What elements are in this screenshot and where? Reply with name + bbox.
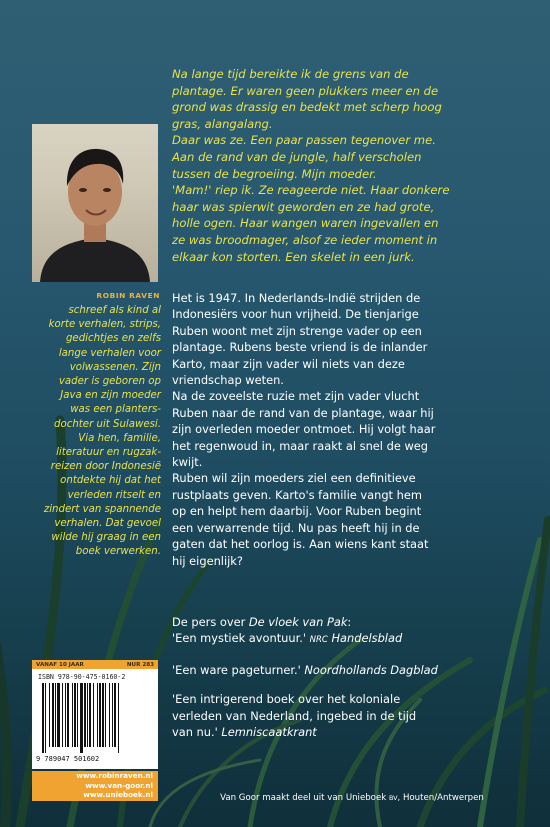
quote-line: 'Mam!' riep ik. Ze reageerde niet. Haar donkere bbox=[172, 183, 450, 198]
summary-line: vriendschap weten. bbox=[172, 373, 284, 388]
bio-line: vader is geboren op bbox=[58, 376, 161, 388]
summary-line: hij eigenlijk? bbox=[172, 553, 243, 568]
bio-line: was een planters- bbox=[70, 404, 161, 416]
press-source: Handelsblad bbox=[327, 631, 403, 646]
barcode-image bbox=[40, 683, 150, 753]
press-quote-2: 'Een ware pageturner.' Noordhollands Dagblad bbox=[172, 662, 438, 677]
author-portrait-image bbox=[32, 124, 158, 282]
summary-line: het regenwoud in, maar raakt al snel de weg bbox=[172, 438, 429, 453]
summary-line: Ruben wil zijn moeders ziel een definitieve bbox=[172, 471, 416, 486]
press-quote-3: 'Een intrigerend boek over het koloniale bbox=[172, 692, 401, 707]
summary-line: een verwarrende tijd. Nu pas heeft hij in de bbox=[172, 520, 420, 535]
website-link[interactable]: www.van-goor.nl bbox=[85, 780, 153, 790]
bio-line: korte verhalen, strips, bbox=[48, 319, 161, 331]
quote-line: tussen de begroeiing. Mijn moeder. bbox=[172, 166, 377, 181]
bio-line: boek verwerken. bbox=[75, 546, 161, 558]
barcode-number: 9 789047 501602 bbox=[36, 755, 100, 763]
press-quote-1: 'Een mystiek avontuur.' NRC Handelsblad bbox=[172, 631, 403, 646]
book-title: De vloek van Pak bbox=[248, 615, 348, 629]
website-link[interactable]: www.robinraven.nl bbox=[76, 771, 153, 780]
quote-line: holle ogen. Haar wangen waren ingevallen en bbox=[172, 216, 439, 231]
bio-line: dochter uit Sulawesi. bbox=[54, 418, 161, 430]
bio-line: literatuur en rugzak- bbox=[56, 447, 161, 459]
excerpt-quote bbox=[172, 66, 532, 265]
quote-line: plantage. Er waren geen plukkers meer en de bbox=[172, 83, 439, 98]
press-source: Noordhollands Dagblad bbox=[304, 662, 438, 677]
press-quote-3-line-3: van nu.' Lemniscaatkrant bbox=[172, 725, 317, 740]
bio-line: wilde hij graag in een bbox=[51, 532, 161, 544]
summary-line: op en helpt hem daarbij. Voor Ruben begint bbox=[172, 504, 422, 519]
bio-line: verleden ritselt en bbox=[67, 489, 161, 501]
bio-line: volwassenen. Zijn bbox=[69, 361, 161, 373]
author-photo bbox=[32, 124, 158, 282]
age-nur-label bbox=[32, 660, 158, 669]
summary-line: plantage. Rubens beste vriend is de inlander bbox=[172, 340, 428, 355]
summary-line: Na de zoveelste ruzie met zijn vader vlucht bbox=[172, 389, 420, 404]
quote-line: ze was broodmager, alsof ze ieder moment in bbox=[172, 232, 438, 247]
quote-line: elkaar kon storten. Een skelet in een jurk. bbox=[172, 249, 415, 264]
quote-line: Aan de rand van de jungle, half verscholen bbox=[172, 149, 422, 164]
quote-line: gras, alangalang. bbox=[172, 116, 273, 131]
press-intro: De pers over De vloek van Pak: bbox=[172, 615, 352, 629]
bio-line: zindert van spannende bbox=[43, 503, 161, 515]
bio-line: schreef als kind al bbox=[68, 305, 161, 316]
bio-line: ontdekte hij dat het bbox=[60, 475, 161, 487]
bio-line: lange verhalen voor bbox=[58, 347, 161, 359]
press-source: Lemniscaatkrant bbox=[221, 725, 317, 740]
summary-line: Ruben naar de rand van de plantage, waar hij bbox=[172, 405, 434, 420]
summary-line: rustplaats geven. Karto's familie vangt hem bbox=[172, 487, 422, 502]
press-quotes bbox=[172, 614, 534, 740]
summary-line: Karto, maar zijn vader wil niets van deze bbox=[172, 356, 405, 371]
bio-line: Java en zijn moeder bbox=[60, 390, 161, 402]
bio-line: Via hen, familie, bbox=[78, 432, 161, 444]
website-links bbox=[32, 771, 158, 801]
author-biography bbox=[24, 304, 161, 560]
summary-line: Ruben woont met zijn strenge vader op een bbox=[172, 323, 422, 338]
book-summary bbox=[172, 290, 534, 569]
bio-line: reizen door Indonesië bbox=[50, 461, 161, 473]
nur-label: NUR 283 bbox=[126, 661, 154, 668]
summary-line: Het is 1947. In Nederlands-Indië strijden de bbox=[172, 291, 421, 305]
website-link[interactable]: www.unieboek.nl bbox=[83, 790, 153, 800]
summary-line: kwijt. bbox=[172, 455, 203, 470]
press-quote-3-line-2: verleden van Nederland, ingebed in de tijd bbox=[172, 708, 417, 723]
summary-line: zijn overleden moeder ontmoet. Hij volgt haar bbox=[172, 422, 436, 437]
bio-line: verhalen. Dat gevoel bbox=[54, 518, 161, 530]
quote-line: haar was spierwit geworden en ze had grote, bbox=[172, 199, 435, 214]
barcode-area bbox=[32, 669, 158, 769]
quote-line: Na lange tijd bereikte ik de grens van de bbox=[172, 67, 409, 81]
quote-line: Daar was ze. Een paar passen tegenover me. bbox=[172, 133, 436, 148]
publisher-line: Van Goor maakt deel uit van Unieboek BV, Houten/Antwerpen bbox=[220, 793, 484, 803]
author-name: ROBIN RAVEN bbox=[96, 291, 160, 300]
summary-line: gaten dat het oorlog is. Aan wiens kant staat bbox=[172, 537, 429, 552]
quote-line: grond was drassig en bedekt met scherp hoog bbox=[172, 100, 442, 115]
bio-line: gedichtjes en zelfs bbox=[65, 333, 161, 345]
summary-line: Indonesiërs voor hun vrijheid. De tienjarige bbox=[172, 307, 419, 322]
isbn-text: ISBN 978-90-475-0160-2 bbox=[38, 673, 126, 681]
age-label: VANAF 10 JAAR bbox=[36, 661, 84, 668]
